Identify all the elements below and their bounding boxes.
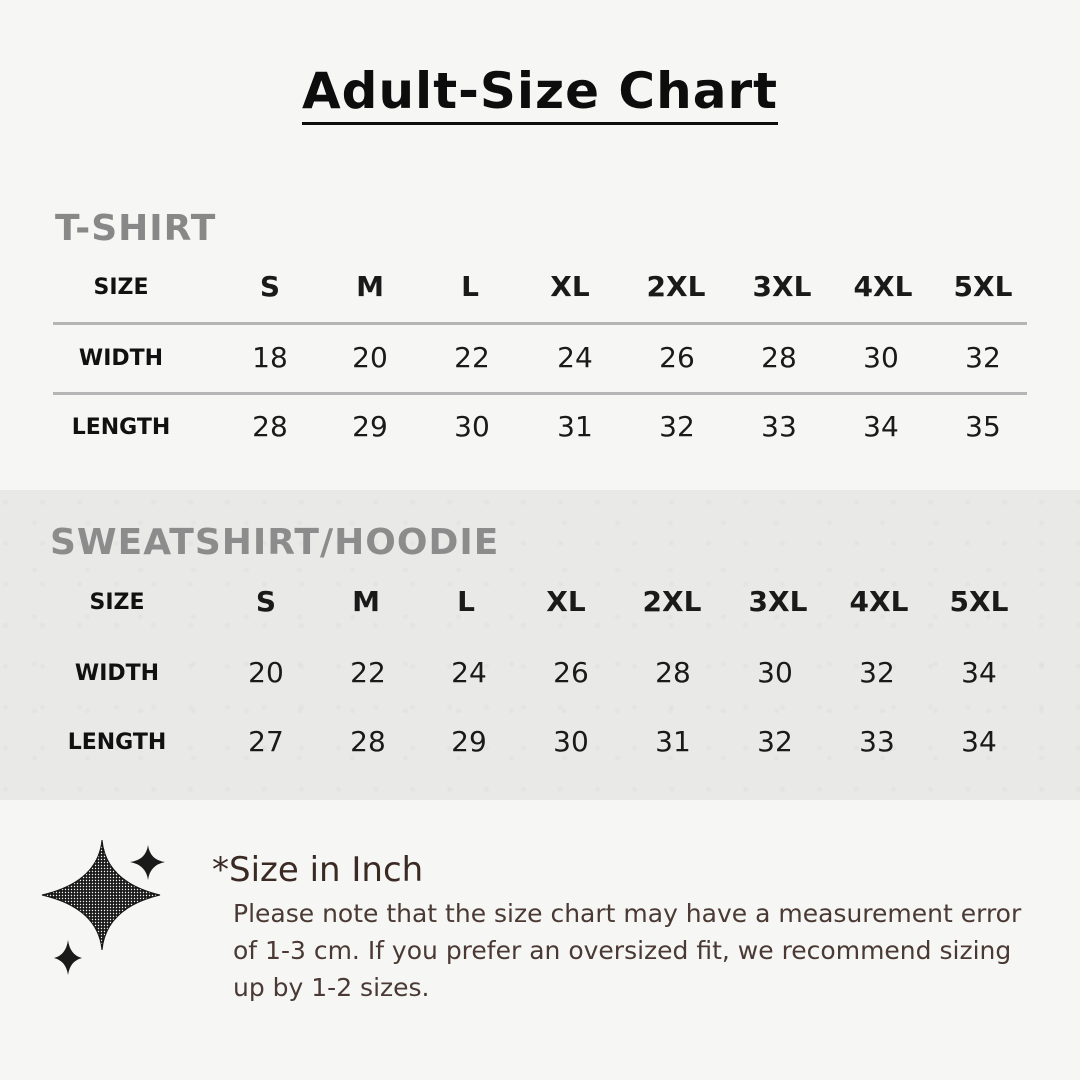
sweatshirt-size-cell: M [352, 585, 380, 618]
sweatshirt-heading: SWEATSHIRT/HOODIE [50, 522, 500, 563]
sweatshirt-width-cell: 24 [451, 656, 487, 689]
tshirt-width-cell: 30 [863, 341, 899, 374]
tshirt-size-cell: L [461, 270, 479, 303]
tshirt-length-cell: 28 [252, 410, 288, 443]
sweatshirt-width-label: WIDTH [74, 661, 160, 686]
tshirt-length-cell: 32 [659, 410, 695, 443]
tshirt-divider [53, 392, 1027, 395]
sweatshirt-size-label: SIZE [89, 590, 145, 615]
tshirt-size-cell: S [259, 270, 281, 303]
sweatshirt-length-cell: 31 [655, 725, 691, 758]
tshirt-heading: T-SHIRT [55, 208, 217, 249]
page-title-text: Adult-Size Chart [302, 62, 778, 125]
tshirt-length-cell: 30 [454, 410, 490, 443]
sweatshirt-size-cell: XL [546, 585, 586, 618]
tshirt-size-cell: 2XL [646, 270, 706, 303]
sweatshirt-width-cell: 20 [248, 656, 284, 689]
tshirt-size-cell: XL [550, 270, 590, 303]
sweatshirt-size-cell: L [457, 585, 475, 618]
tshirt-length-cell: 34 [863, 410, 899, 443]
sweatshirt-width-cell: 32 [859, 656, 895, 689]
sweatshirt-width-cell: 28 [655, 656, 691, 689]
sweatshirt-length-label: LENGTH [67, 730, 167, 755]
sweatshirt-length-cell: 28 [350, 725, 386, 758]
tshirt-width-label: WIDTH [78, 346, 164, 371]
sweatshirt-size-cell: 3XL [748, 585, 808, 618]
sweatshirt-width-cell: 30 [757, 656, 793, 689]
tshirt-width-cell: 28 [761, 341, 797, 374]
tshirt-length-cell: 31 [557, 410, 593, 443]
sweatshirt-size-cell: 2XL [642, 585, 702, 618]
tshirt-width-cell: 24 [557, 341, 593, 374]
tshirt-width-cell: 18 [252, 341, 288, 374]
sweatshirt-width-cell: 26 [553, 656, 589, 689]
sweatshirt-length-cell: 29 [451, 725, 487, 758]
tshirt-length-cell: 33 [761, 410, 797, 443]
tshirt-divider [53, 322, 1027, 325]
sweatshirt-size-cell: 4XL [849, 585, 909, 618]
page-title [0, 62, 1080, 120]
tshirt-length-cell: 35 [965, 410, 1001, 443]
tshirt-width-cell: 32 [965, 341, 1001, 374]
tshirt-size-cell: 3XL [752, 270, 812, 303]
tshirt-length-cell: 29 [352, 410, 388, 443]
sweatshirt-size-cell: 5XL [949, 585, 1009, 618]
sweatshirt-length-cell: 27 [248, 725, 284, 758]
tshirt-size-cell: 5XL [953, 270, 1013, 303]
tshirt-size-cell: M [356, 270, 384, 303]
sweatshirt-length-cell: 33 [859, 725, 895, 758]
sparkle-icon [40, 840, 180, 990]
sweatshirt-length-cell: 32 [757, 725, 793, 758]
sweatshirt-size-cell: S [255, 585, 277, 618]
tshirt-length-label: LENGTH [71, 415, 171, 440]
note-heading: *Size in Inch [212, 850, 424, 890]
tshirt-size-label: SIZE [93, 275, 149, 300]
sweatshirt-length-cell: 34 [961, 725, 997, 758]
note-body: Please note that the size chart may have a measurement error of 1-3 cm. If you prefer an oversized fit, we recommend sizing up by 1-2 sizes. [233, 899, 1022, 1002]
tshirt-size-cell: 4XL [853, 270, 913, 303]
tshirt-width-cell: 26 [659, 341, 695, 374]
sweatshirt-length-cell: 30 [553, 725, 589, 758]
tshirt-width-cell: 22 [454, 341, 490, 374]
tshirt-width-cell: 20 [352, 341, 388, 374]
sweatshirt-width-cell: 34 [961, 656, 997, 689]
sweatshirt-width-cell: 22 [350, 656, 386, 689]
